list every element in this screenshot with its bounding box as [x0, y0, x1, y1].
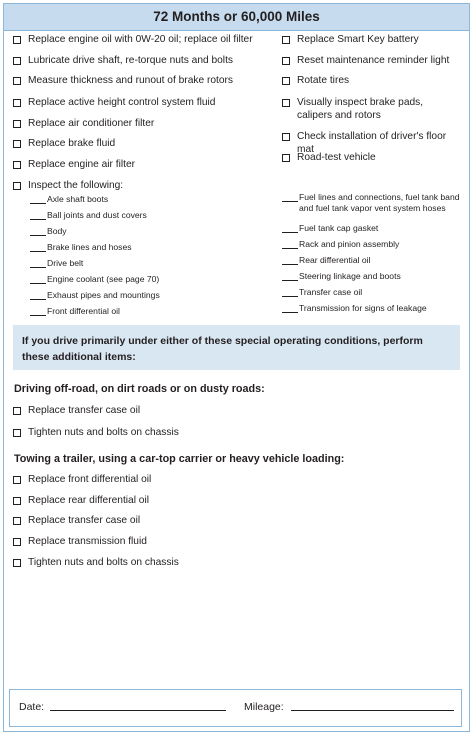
checklist-item[interactable]: Replace engine oil with 0W-20 oil; replace oil filter: [13, 33, 253, 46]
checklist-item[interactable]: Tighten nuts and bolts on chassis: [13, 426, 179, 439]
checklist-item[interactable]: Measure thickness and runout of brake rotors: [13, 74, 233, 87]
mileage-field[interactable]: [291, 700, 454, 711]
checklist-item[interactable]: Replace air conditioner filter: [13, 117, 154, 130]
inspect-item[interactable]: Fuel tank cap gasket: [282, 223, 378, 234]
maintenance-card: [3, 3, 470, 732]
checklist-item[interactable]: Replace transfer case oil: [13, 404, 140, 417]
date-label: Date:: [19, 701, 45, 713]
checkbox[interactable]: [282, 154, 290, 162]
checkbox[interactable]: [13, 161, 21, 169]
checkbox[interactable]: [13, 407, 21, 415]
inspect-item[interactable]: Transmission for signs of leakage: [282, 303, 427, 314]
checklist-item[interactable]: Replace rear differential oil: [13, 494, 149, 507]
inspect-item[interactable]: Axle shaft boots: [30, 194, 108, 205]
checkbox[interactable]: [13, 429, 21, 437]
inspect-item[interactable]: Steering linkage and boots: [282, 271, 401, 282]
checkbox[interactable]: [13, 476, 21, 484]
date-field[interactable]: [50, 700, 226, 711]
inspect-item[interactable]: Rear differential oil: [282, 255, 371, 266]
checkbox[interactable]: [13, 140, 21, 148]
inspect-item[interactable]: Transfer case oil: [282, 287, 362, 298]
inspect-item[interactable]: Exhaust pipes and mountings: [30, 290, 160, 301]
checkbox[interactable]: [282, 57, 290, 65]
checklist-item[interactable]: Rotate tires: [282, 74, 349, 87]
checkbox[interactable]: [13, 120, 21, 128]
checkbox[interactable]: [13, 517, 21, 525]
checklist-item[interactable]: Replace brake fluid: [13, 137, 115, 150]
inspect-item[interactable]: Engine coolant (see page 70): [30, 274, 159, 285]
checkbox[interactable]: [13, 77, 21, 85]
checkbox[interactable]: [13, 36, 21, 44]
checklist-item[interactable]: Replace Smart Key battery: [282, 33, 419, 46]
checklist-item[interactable]: Road-test vehicle: [282, 151, 376, 164]
checklist-item[interactable]: Replace transmission fluid: [13, 535, 147, 548]
checkbox[interactable]: [13, 57, 21, 65]
inspect-item[interactable]: Ball joints and dust covers: [30, 210, 147, 221]
checklist-item[interactable]: Replace active height control system fluid: [13, 96, 215, 109]
towing-section-title: Towing a trailer, using a car-top carrier or heavy vehicle loading:: [14, 453, 345, 465]
checklist-item[interactable]: Replace transfer case oil: [13, 514, 140, 527]
checkbox[interactable]: [282, 77, 290, 85]
inspect-item[interactable]: Drive belt: [30, 258, 83, 269]
checklist-item[interactable]: Lubricate drive shaft, re-torque nuts and bolts: [13, 54, 233, 67]
inspect-item[interactable]: Body: [30, 226, 67, 237]
checklist-item[interactable]: Replace engine air filter: [13, 158, 135, 171]
checkbox[interactable]: [13, 538, 21, 546]
card-title: 72 Months or 60,000 Miles: [4, 4, 469, 31]
checklist-item[interactable]: Check installation of driver's floor mat: [282, 130, 462, 156]
checkbox[interactable]: [282, 133, 290, 141]
checklist-item[interactable]: Reset maintenance reminder light: [282, 54, 449, 67]
inspect-item[interactable]: Fuel lines and connections, fuel tank band and fuel tank vapor vent system hoses: [282, 192, 460, 214]
inspect-item[interactable]: Front differential oil: [30, 306, 120, 317]
checkbox[interactable]: [282, 99, 290, 107]
checklist-item[interactable]: Visually inspect brake pads, calipers and rotors: [282, 96, 460, 122]
mileage-label: Mileage:: [244, 701, 284, 713]
inspect-item[interactable]: Brake lines and hoses: [30, 242, 132, 253]
checkbox[interactable]: [13, 182, 21, 190]
record-footer: [9, 689, 462, 727]
checklist-item[interactable]: Replace front differential oil: [13, 473, 151, 486]
checkbox[interactable]: [13, 99, 21, 107]
offroad-section-title: Driving off-road, on dirt roads or on dusty roads:: [14, 383, 265, 395]
checklist-item[interactable]: Inspect the following:: [13, 179, 123, 192]
special-conditions-notice: If you drive primarily under either of these special operating conditions, perform these additional items:: [13, 325, 460, 370]
checklist-item[interactable]: Tighten nuts and bolts on chassis: [13, 556, 179, 569]
checkbox[interactable]: [282, 36, 290, 44]
inspect-item[interactable]: Rack and pinion assembly: [282, 239, 399, 250]
checkbox[interactable]: [13, 559, 21, 567]
checkbox[interactable]: [13, 497, 21, 505]
